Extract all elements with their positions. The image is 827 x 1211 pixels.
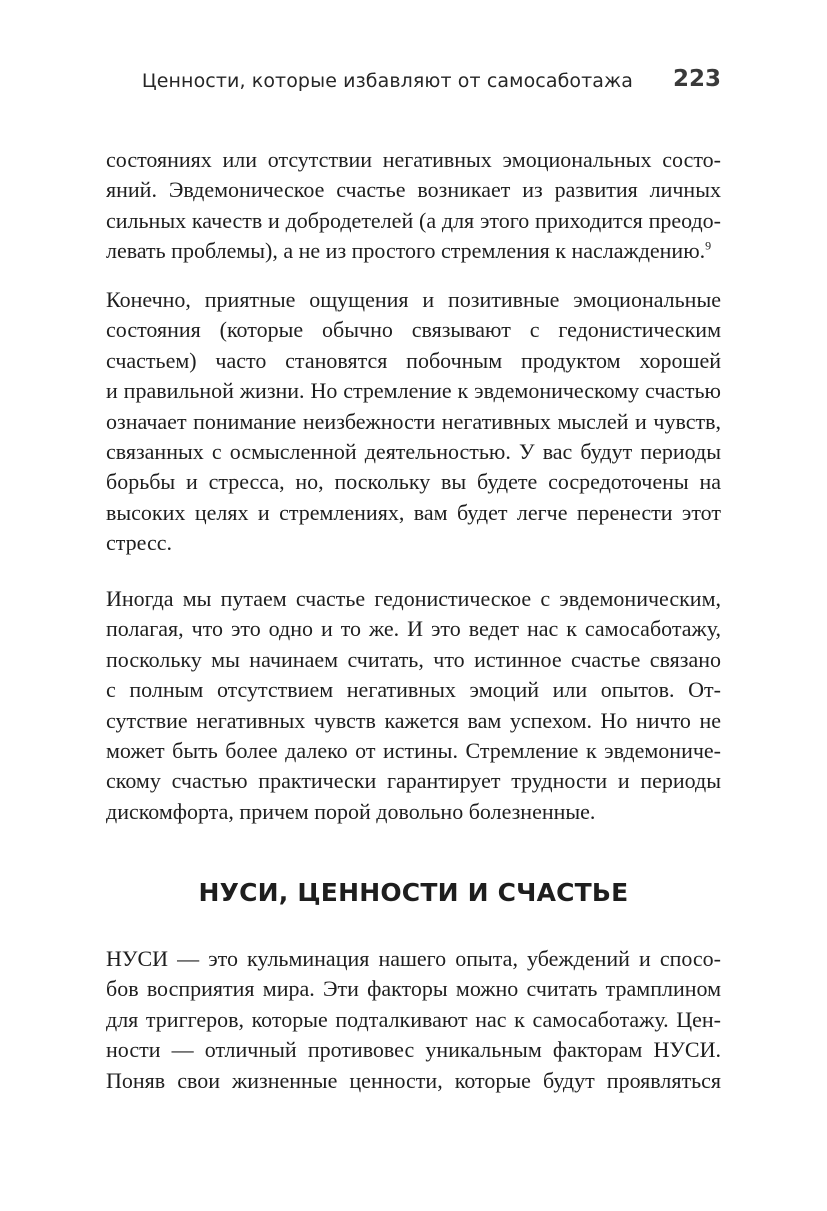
text-line: счастьем) часто становятся побочным продуктом хорошей [106,347,721,373]
text-line: борьбы и стресса, но, поскольку вы будете сосредоточены на [106,469,721,495]
text-line: скому счастью практически гарантирует трудности и периоды [106,768,721,794]
paragraph-2 [106,285,721,559]
paragraph-1 [106,145,721,267]
running-title: Ценности, которые избавляют от самосаботажа [141,70,633,92]
text-line: ности — отличный противовес уникальным факторам НУСИ. [106,1037,721,1063]
text-line: бов восприятия мира. Эти факторы можно считать трамплином [106,976,721,1002]
text-line: состояниях или отсутствии негативных эмоциональных состо- [106,147,721,172]
text-line: означает понимание неизбежности негативных мыслей и чувств, [106,408,721,434]
text-line: высоких целях и стремлениях, вам будет легче перенести этот [106,499,721,525]
page-number: 223 [672,66,721,92]
text-line: сутствие негативных чувств кажется вам успехом. Но ничто не [106,707,721,733]
text-line: может быть более далеко от истины. Стремление к эвдемониче- [106,738,721,764]
text-line: стресс. [106,530,172,556]
text-line: левать проблемы), а не из простого стремления к наслаждению. [106,238,706,264]
text-line: связанных с осмысленной деятельностью. У вас будут периоды [106,439,721,465]
text-line: яний. Эвдемоническое счастье возникает из развития личных [106,177,721,203]
paragraph-3 [106,584,721,827]
footnote-reference[interactable]: 9 [705,238,712,253]
text-line: Конечно, приятные ощущения и позитивные эмоциональные [106,287,721,312]
text-line: сильных качеств и добродетелей (а для этого приходится преодо- [106,207,721,233]
text-line: НУСИ — это кульминация нашего опыта, убеждений и спосо- [106,946,721,971]
text-line: полагая, что это одно и то же. И это ведет нас к самосаботажу, [106,616,721,642]
text-line: с полным отсутствием негативных эмоций или опытов. От- [106,677,721,703]
text-line: для триггеров, которые подталкивают нас к самосаботажу. Цен- [106,1006,721,1032]
text-line: состояния (которые обычно связывают с гедонистическим [106,317,721,343]
section-paragraph [106,944,721,1096]
text-line: и правильной жизни. Но стремление к эвдемоническому счастью [106,378,721,404]
text-line: поскольку мы начинаем считать, что истинное счастье связано [106,646,721,672]
text-line: Поняв свои жизненные ценности, которые будут проявляться [106,1067,721,1093]
text-line: дискомфорта, причем порой довольно болезненные. [106,798,596,824]
text-line: Иногда мы путаем счастье гедонистическое с эвдемоническим, [106,586,721,611]
text-line-with-footnote [106,236,721,266]
section-heading: НУСИ, ЦЕННОСТИ И СЧАСТЬЕ [198,878,629,907]
running-header [106,64,721,104]
